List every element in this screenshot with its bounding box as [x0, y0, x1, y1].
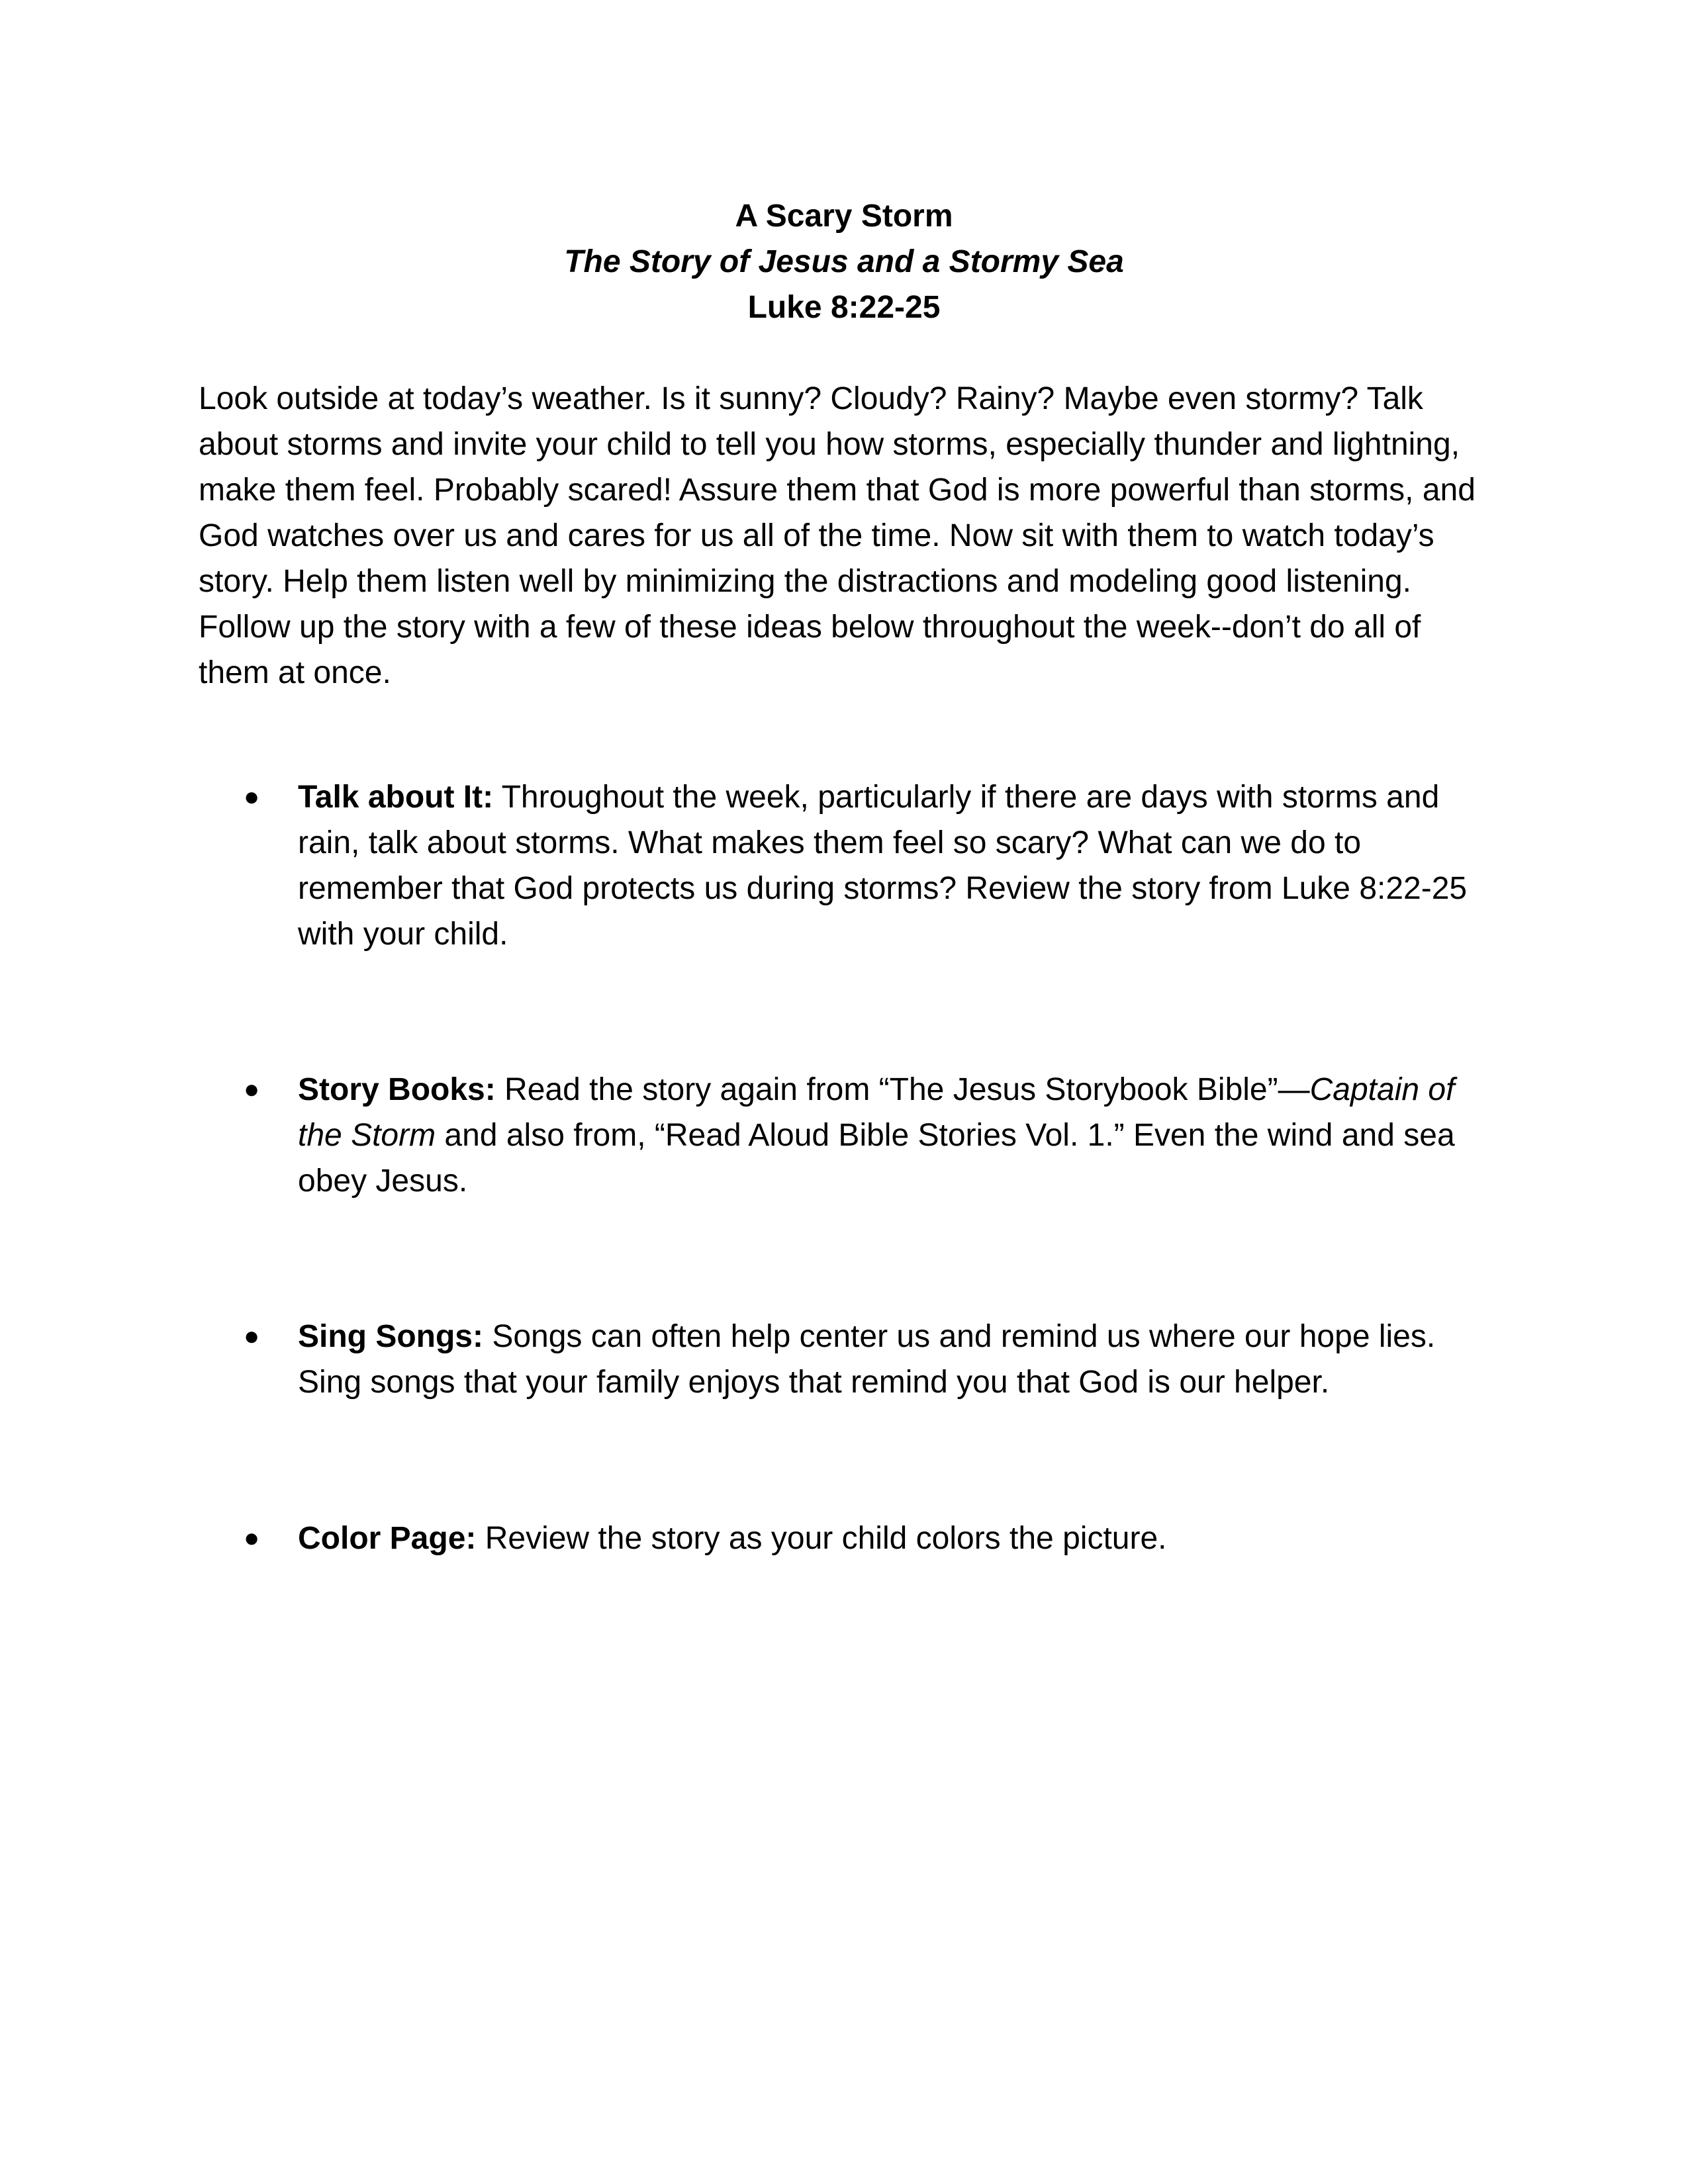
list-item-color-page — [244, 1516, 1489, 1561]
item-label: Talk about It: — [298, 780, 494, 815]
item-label: Story Books: — [298, 1072, 496, 1107]
item-text: Songs can often help center us and remind us where our hope lies. Sing songs that your family enjoys that remind you that God is our helper. — [298, 1319, 1436, 1400]
page-subtitle: The Story of Jesus and a Stormy Sea — [564, 244, 1124, 279]
intro-paragraph: Look outside at today’s weather. Is it sunny? Cloudy? Rainy? Maybe even stormy? Talk about storms and invite your child to tell you how storms, especially thunder and lightning, make them feel. Probably scared! Assure them that God is more powerful than storms, and God watches over us and cares for us all of the time. Now sit with them to watch today’s story. Help them listen well by minimizing the distractions and modeling good listening. Follow up the story with a few of these ideas below throughout the week--don’t do all of them at once. — [199, 381, 1476, 690]
item-label: Color Page: — [298, 1521, 477, 1556]
list-item-story-books — [244, 1067, 1489, 1204]
page-title: A Scary Storm — [735, 199, 953, 234]
bullet-icon: ● — [244, 782, 260, 811]
bullet-icon: ● — [244, 1075, 260, 1104]
item-text: Review the story as your child colors the picture. — [476, 1521, 1167, 1556]
item-text: Throughout the week, particularly if there are days with storms and rain, talk about storms. What makes them feel so scary? What can we do to remember that God protects us during storms? Review the story from Luke 8:22-25 with your child. — [298, 780, 1468, 952]
bullet-icon: ● — [244, 1524, 260, 1553]
item-label: Sing Songs: — [298, 1319, 483, 1354]
scripture-reference: Luke 8:22-25 — [747, 290, 941, 325]
book-title: Captain of the Storm — [298, 1072, 1455, 1153]
list-item-sing-songs — [244, 1314, 1489, 1405]
document-header — [0, 193, 1688, 330]
bullet-icon: ● — [244, 1322, 260, 1351]
list-item-talk-about-it — [244, 774, 1489, 957]
item-text: Read the story again from “The Jesus Storybook Bible”— — [495, 1072, 1310, 1107]
item-text: and also from, “Read Aloud Bible Stories Vol. 1.” Even the wind and sea obey Jesus. — [298, 1118, 1455, 1199]
